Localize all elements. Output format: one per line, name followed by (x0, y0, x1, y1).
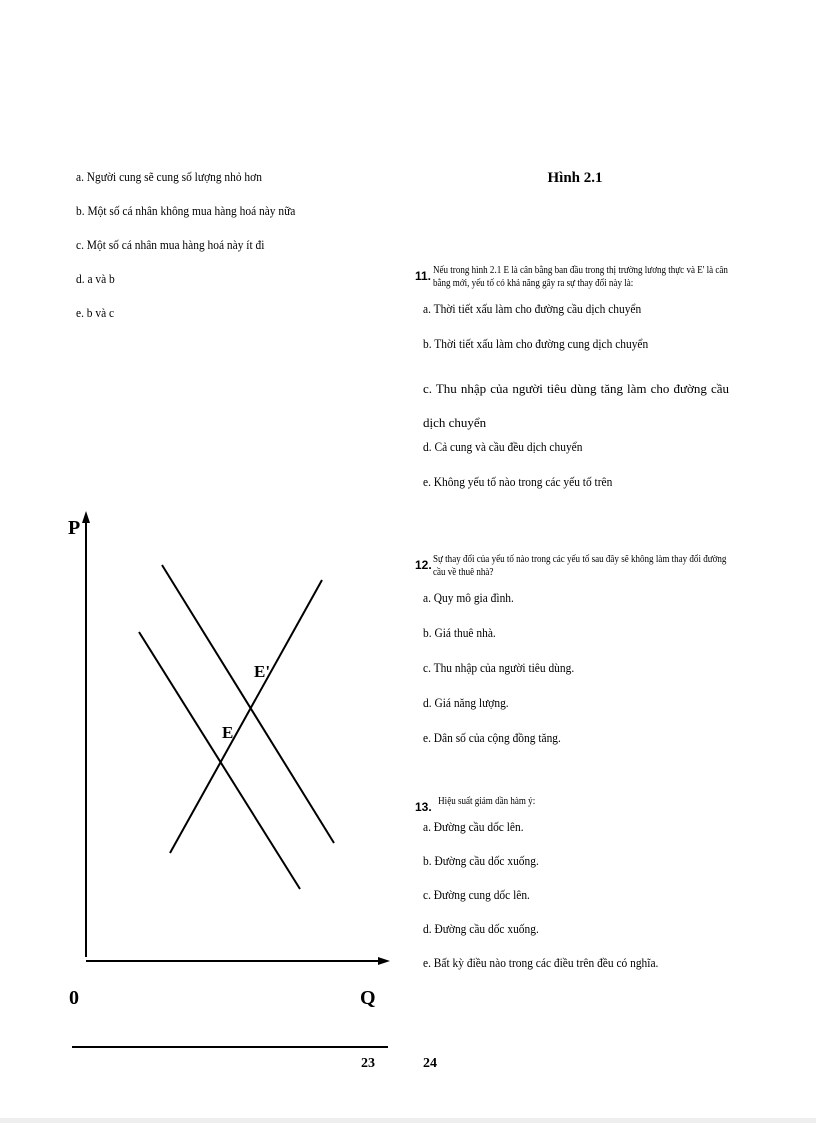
left-options (76, 170, 325, 340)
question-12-option-a: a. Quy mô gia đình. (423, 590, 514, 605)
question-11-header (415, 264, 745, 290)
axis-label-q: Q (360, 987, 376, 1009)
supply-demand-figure (60, 505, 400, 1035)
left-option-b: b. Một số cá nhân không mua hàng hoá này nữa (76, 203, 296, 218)
question-12 (415, 553, 745, 766)
question-13-header (415, 795, 745, 814)
page-number-right: 24 (423, 1056, 437, 1071)
question-12-number: 12. (415, 558, 432, 572)
question-11-option-d: d. Cả cung và cầu đều dịch chuyển (423, 439, 583, 454)
question-11-text: Nếu trong hình 2.1 E là cân bằng ban đầu trong thị trường lương thực và E' là cân bằng mới, yếu tố có khả năng gây ra sự thay đổi này là: (433, 265, 728, 289)
question-12-option-d: d. Giá năng lượng. (423, 695, 509, 710)
question-12-option-e: e. Dân số của cộng đồng tăng. (423, 730, 561, 745)
y-axis-arrow (82, 511, 90, 523)
x-axis-arrow (378, 957, 390, 965)
question-13-option-c: c. Đường cung dốc lên. (423, 887, 530, 902)
question-13-number: 13. (415, 800, 432, 814)
question-11-number: 11. (415, 269, 432, 283)
axis-label-p: P (68, 517, 81, 539)
question-13-option-b: b. Đường cầu dốc xuống. (423, 853, 539, 868)
figure-graphic (60, 505, 400, 1035)
question-13 (415, 795, 745, 990)
question-13-option-e: e. Bất kỳ điều nào trong các điều trên đều có nghĩa. (423, 955, 659, 970)
question-11-option-a: a. Thời tiết xấu làm cho đường cầu dịch chuyển (423, 301, 642, 316)
question-13-option-a: a. Đường cầu dốc lên. (423, 819, 524, 834)
point-e-label: E (222, 723, 234, 742)
question-12-option-c: c. Thu nhập của người tiêu dùng. (423, 660, 575, 675)
left-option-e: e. b và c (76, 305, 115, 320)
question-11 (415, 264, 745, 510)
question-13-text: Hiệu suất giảm dần hàm ý: (438, 796, 536, 807)
page-number-left: 23 (361, 1056, 375, 1071)
question-11-option-c: c. Thu nhập của người tiêu dùng tăng làm cho đường cầu dịch chuyển (423, 381, 729, 430)
bottom-edge (0, 1118, 816, 1123)
question-11-option-b: b. Thời tiết xấu làm cho đường cung dịch chuyển (423, 336, 649, 351)
left-option-c: c. Một số cá nhân mua hàng hoá này ít đi (76, 237, 265, 252)
left-option-a: a. Người cung sẽ cung số lượng nhỏ hơn (76, 169, 262, 184)
origin-label: 0 (69, 987, 79, 1009)
question-11-option-e: e. Không yếu tố nào trong các yếu tố trên (423, 474, 613, 489)
demand-curve-original (139, 632, 300, 889)
footer-rule (72, 1046, 388, 1048)
question-13-option-d: d. Đường cầu dốc xuống. (423, 921, 539, 936)
question-12-header (415, 553, 745, 579)
point-e-prime-label: E' (254, 662, 271, 681)
question-12-text: Sự thay đổi của yếu tố nào trong các yếu tố sau đây sẽ không làm thay đổi đường cầu về thuê nhà? (433, 554, 727, 578)
left-option-d: d. a và b (76, 271, 115, 286)
question-12-option-b: b. Giá thuê nhà. (423, 625, 496, 640)
figure-title: Hình 2.1 (547, 170, 603, 186)
